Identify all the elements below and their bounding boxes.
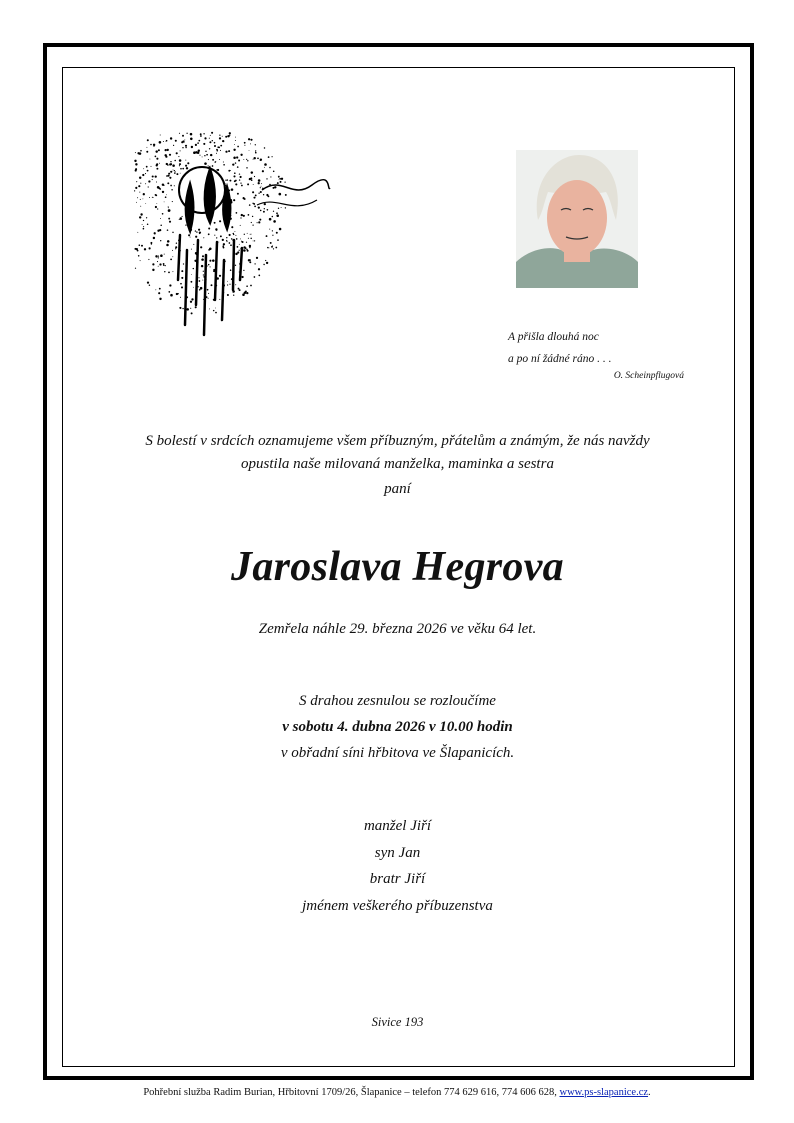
- family-member: manžel Jiří: [363, 818, 432, 834]
- quote-author: O. Scheinpflugová: [613, 371, 684, 381]
- address: Sivice 193: [371, 1015, 424, 1029]
- announcement-line: paní: [384, 481, 411, 497]
- family-member: bratr Jiří: [369, 871, 426, 887]
- family-list: [62, 813, 733, 919]
- death-note: Zemřela náhle 29. března 2026 ve věku 64 let.: [258, 621, 537, 637]
- deceased-name: Jaroslava Hegrova: [231, 544, 564, 590]
- farewell-place: v obřadní síni hřbitova ve Šlapanicích.: [280, 745, 515, 761]
- portrait-photo: [516, 150, 638, 288]
- candles-moon-icon: [132, 130, 332, 355]
- memorial-quote: [508, 326, 688, 384]
- footer-tail: .: [648, 1087, 651, 1098]
- announcement-text: [62, 430, 733, 501]
- footer-text: Pohřební služba Radim Burian, Hřbitovní 1709/26, Šlapanice – telefon 774 629 616, 774 606 628,: [143, 1087, 560, 1098]
- announcement-line: S bolestí v srdcích oznamujeme všem příbuzným, přátelům a známým, že nás navždy: [145, 433, 650, 449]
- website-link[interactable]: www.ps-slapanice.cz: [559, 1087, 649, 1098]
- announcement-line: opustila naše milovaná manželka, maminka a sestra: [241, 456, 554, 472]
- family-member: jménem veškerého příbuzenstva: [302, 897, 493, 914]
- quote-line: A přišla dlouhá noc: [508, 331, 599, 343]
- footer-contact: [0, 1085, 794, 1101]
- farewell-info: [62, 688, 733, 766]
- farewell-date-time: v sobotu 4. dubna 2026 v 10.00 hodin: [282, 719, 513, 735]
- farewell-line: S drahou zesnulou se rozloučíme: [299, 693, 496, 709]
- family-member: syn Jan: [374, 844, 421, 861]
- quote-line: a po ní žádné ráno . . .: [508, 353, 612, 365]
